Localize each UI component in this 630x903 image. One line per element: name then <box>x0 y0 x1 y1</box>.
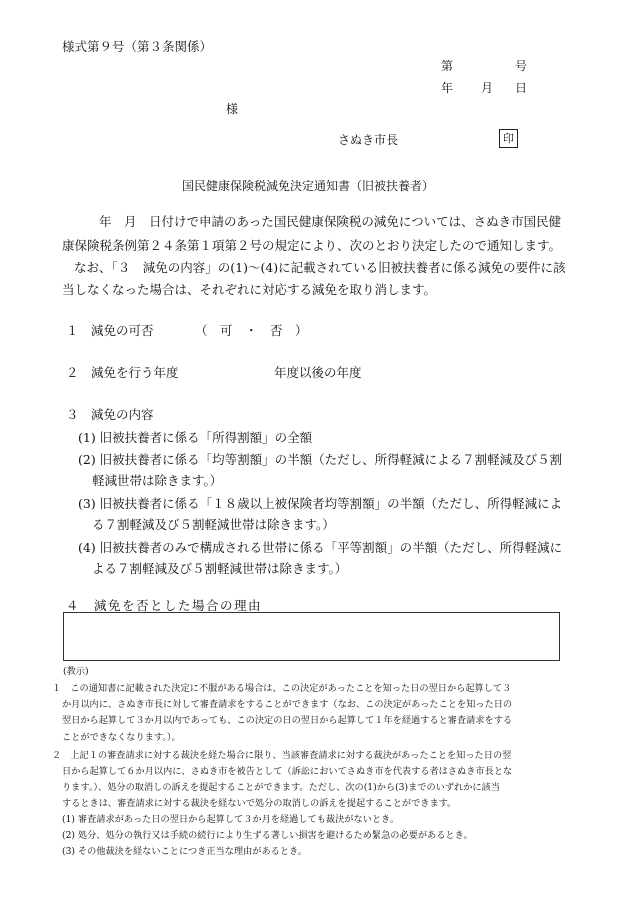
section-2-value: 年度以後の年度 <box>274 365 362 380</box>
body-paragraph-1-line-1: 年 月 日付けで申請のあった国民健康保険税の減免については、さぬき市国民健 <box>99 214 562 229</box>
section-1-label: １ 減免の可否 <box>66 323 154 338</box>
section-1-value: （ 可 ・ 否 ） <box>195 323 308 338</box>
date-year: 年 <box>441 81 454 95</box>
notice-1-line-4: ことができなくなります。）。 <box>62 732 181 743</box>
notice-case-1: (1) 審査請求があった日の翌日から起算して３か月を経過しても裁決がないとき。 <box>62 814 400 825</box>
notice-case-3: (3) その他裁決を経ないことにつき正当な理由があるとき。 <box>62 846 308 857</box>
notice-1-line-1: １ この通知書に記載された決定に不服がある場合は、この決定があったことを知った日の翌日から起算して３ <box>52 683 512 694</box>
doc-number-suffix: 号 <box>515 59 528 73</box>
section-3-item-2-line-1: (2) 旧被扶養者に係る「均等割額」の半額（ただし、所得軽減による７割軽減及び５割 <box>78 452 563 467</box>
notice-1-line-2: か月以内に、さぬき市長に対して審査請求をすることができます（なお、この決定があったことを知った日の <box>62 699 513 710</box>
body-paragraph-2-line-2: 当しなくなった場合は、それぞれに対応する減免を取り消します。 <box>62 282 437 297</box>
body-paragraph-2-line-1: なお、「３ 減免の内容」の(1)～(4)に記載されている旧被扶養者に係る減免の要件に該 <box>74 260 566 275</box>
notice-1-line-3: 翌日から起算して３か月以内であっても、この決定の日の翌日から起算して１年を経過すると審査請求をする <box>62 715 513 726</box>
doc-number-prefix: 第 <box>441 59 454 73</box>
section-3-label: ３ 減免の内容 <box>66 407 154 422</box>
section-3-item-1: (1) 旧被扶養者に係る「所得割額」の全額 <box>78 430 313 445</box>
reason-box[interactable] <box>63 612 560 661</box>
section-3-item-4-line-1: (4) 旧被扶養者のみで構成される世帯に係る「平等割額」の半額（ただし、所得軽減に <box>78 540 563 555</box>
date-day: 日 <box>515 81 528 95</box>
section-3-item-3-line-1: (3) 旧被扶養者に係る「１８歳以上被保険者均等割額」の半額（ただし、所得軽減によ <box>78 496 563 511</box>
addressee-suffix: 様 <box>226 102 239 116</box>
form-number: 様式第９号（第３条関係） <box>62 39 213 54</box>
notice-2-line-1: ２ 上記１の審査請求に対する裁決を経た場合に限り、当該審査請求に対する裁決があったことを知った日の翌 <box>52 750 512 761</box>
issuer-name: さぬき市長 <box>338 133 399 147</box>
section-3-item-4-line-2: よる７割軽減及び５割軽減世帯は除きます。） <box>92 561 348 576</box>
section-3-item-2-line-2: 軽減世帯は除きます。） <box>92 473 223 488</box>
notice-2-line-4: するときは、審査請求に対する裁決を経ないで処分の取消しの訴えを提起することができます。 <box>62 798 457 809</box>
section-2-label: ２ 減免を行う年度 <box>66 365 179 380</box>
seal-mark: 印 <box>499 129 518 148</box>
body-paragraph-1-line-2: 康保険税条例第２４条第１項第２号の規定により、次のとおり決定したので通知します。 <box>62 238 562 253</box>
document-title: 国民健康保険税減免決定通知書（旧被扶養者） <box>182 179 435 193</box>
section-3-item-3-line-2: る７割軽減及び５割軽減世帯は除きます。） <box>92 517 335 532</box>
notice-heading: (教示) <box>63 666 89 677</box>
notice-case-2: (2) 処分、処分の執行又は手続の続行により生ずる著しい損害を避けるため緊急の必要があるとき。 <box>62 830 473 841</box>
notice-2-line-3: ります。）、処分の取消しの訴えを提起することができます。ただし、次の(1)から(3)までのいずれかに該当 <box>62 782 500 793</box>
date-month: 月 <box>481 81 494 95</box>
notice-2-line-2: 日から起算して６か月以内に、さぬき市を被告として（訴訟においてさぬき市を代表する者はさぬき市長とな <box>62 766 513 777</box>
section-4-label: ４ 減免を否とした場合の理由 <box>66 598 263 613</box>
